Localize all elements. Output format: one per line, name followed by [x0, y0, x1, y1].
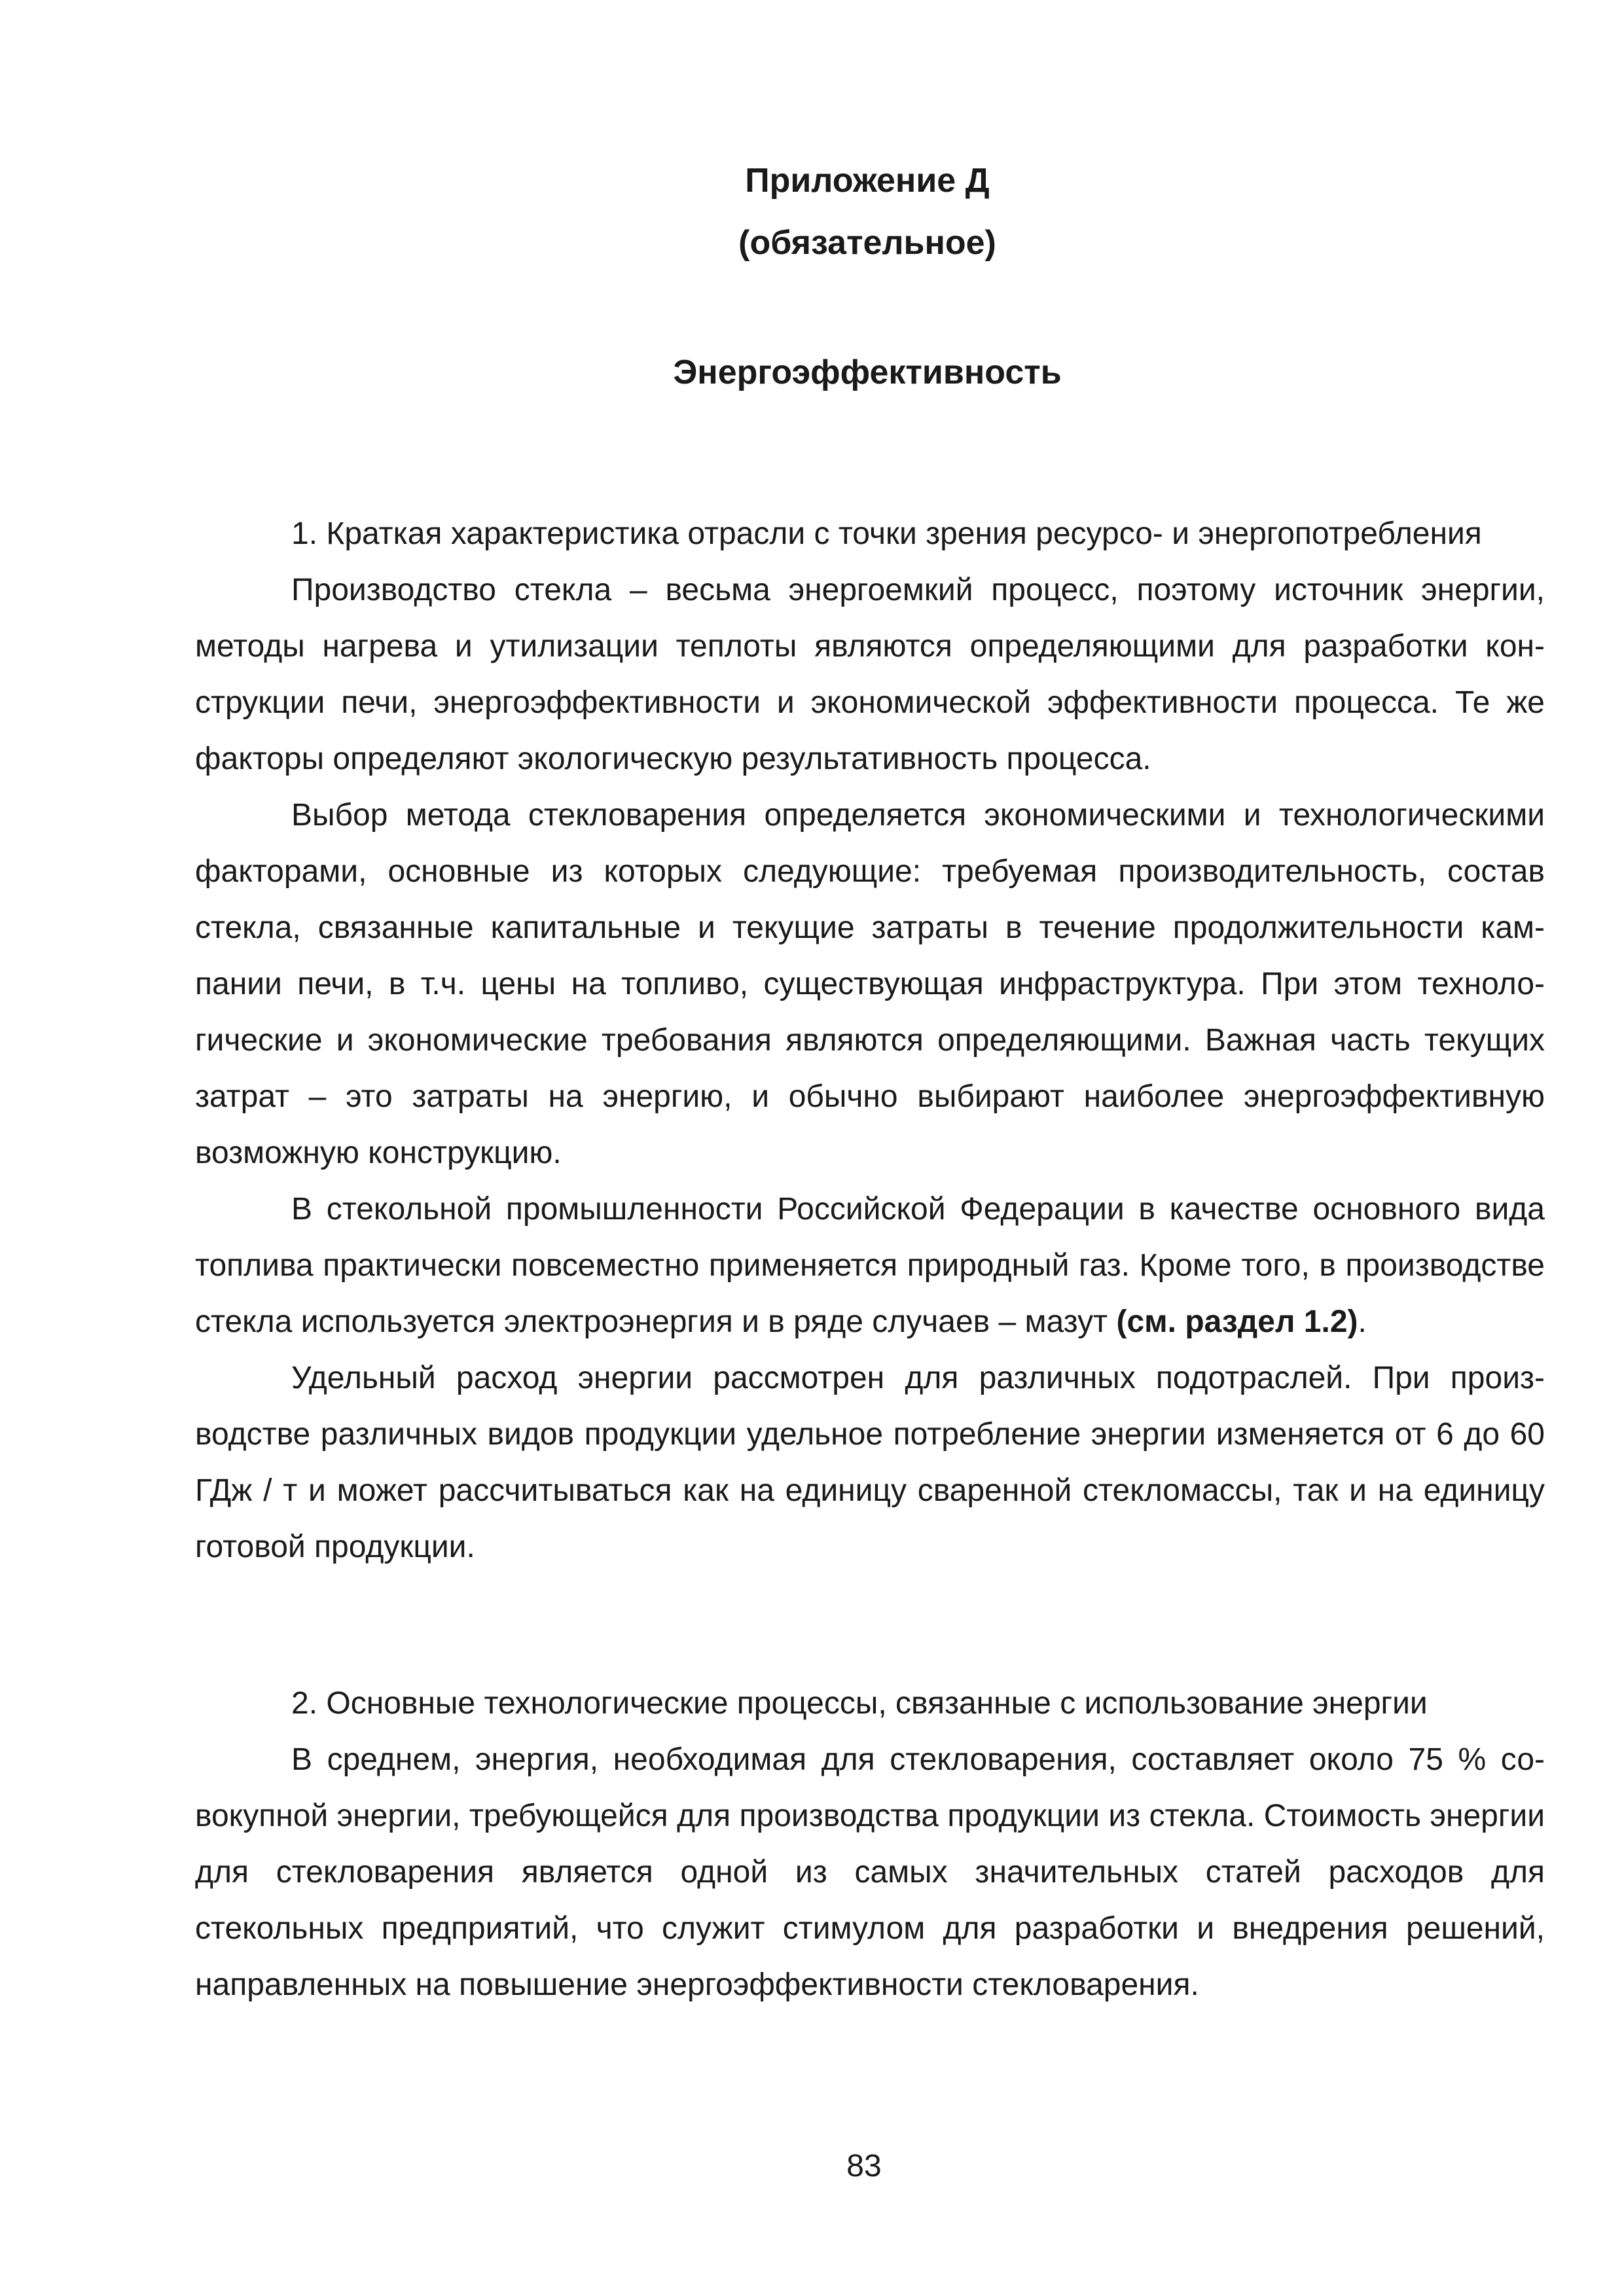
- section-1-paragraph-3: [195, 1181, 1545, 1350]
- section-1-paragraph-4: Удельный расход энергии рассмотрен для различных подотраслей. При производстве различных видов продукции удельное потребление энергии изменяется от 6 до 60 ГДж / т и может рассчитываться как на единицу сваренной стекломассы, так и на единицу готовой продукции.: [195, 1361, 1545, 1564]
- section-1: [195, 506, 1545, 1575]
- appendix-subject: Энергоэффективность: [673, 353, 1062, 391]
- section-reference: (см. раздел 1.2): [1116, 1304, 1358, 1339]
- section-2: [195, 1676, 1545, 2013]
- appendix-title: Приложение Д: [745, 162, 990, 200]
- appendix-status: (обязательное): [738, 224, 996, 262]
- section-1-paragraph-1: Производство стекла – весьма энергоемкий процесс, поэтому источник энергии, методы нагрева и утилизации теплоты являются определяющими для разработки конструкции печи, энергоэффективности и экономической эффективности процесса. Те же факторы определяют экологическую результативность процесса.: [195, 573, 1545, 776]
- paragraph-3-text: В стекольной промышленности Российской Федерации в качестве основного вида топлива практически повсеместно применяется природный газ. Кроме того, в производстве стекла используется электроэнергия и в ряде случаев – мазут: [195, 1192, 1545, 1339]
- section-2-heading: 2. Основные технологические процессы, связанные с использование энергии: [291, 1686, 1428, 1721]
- section-1-paragraph-2: Выбор метода стекловарения определяется экономическими и технологическими факторами, основные из которых следующие: требуемая производительность, состав стекла, связанные капитальные и текущие затраты в течение продолжительности кампании печи, в т.ч. цены на топливо, существующая инфраструктура. При этом технологические и экономические требования являются определяющими. Важная часть текущих затрат – это затраты на энергию, и обычно выбирают наиболее энергоэффективную возможную конструкцию.: [195, 798, 1545, 1170]
- paragraph-3-end: .: [1358, 1304, 1367, 1339]
- page-number: 83: [846, 2149, 882, 2183]
- section-1-heading: 1. Краткая характеристика отрасли с точки зрения ресурсо- и энергопотребления: [291, 516, 1482, 551]
- section-2-paragraph-1: В среднем, энергия, необходимая для стекловарения, составляет около 75 % совокупной энергии, требующейся для производства продукции из стекла. Стоимость энергии для стекловарения является одной из самых значительных статей расходов для стекольных предприятий, что служит стимулом для разработки и внедрения решений, направленных на повышение энергоэффективности стекловарения.: [195, 1742, 1545, 2002]
